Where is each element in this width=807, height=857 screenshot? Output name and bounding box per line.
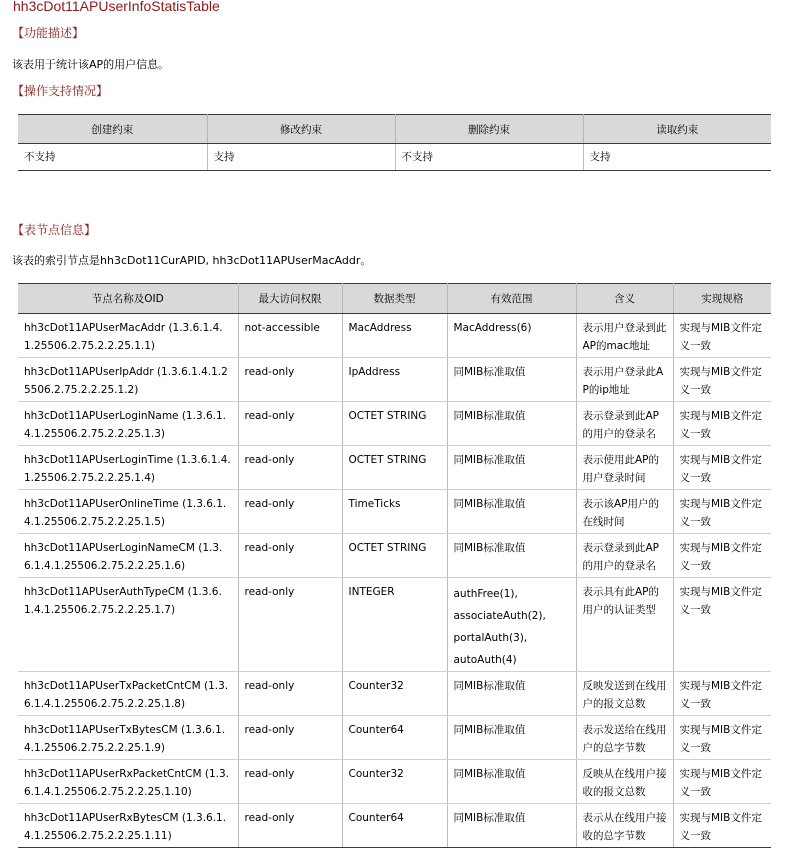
meaning-cell: 表示登录到此AP的用户的登录名 <box>576 402 673 446</box>
header-node-name-oid: 节点名称及OID <box>18 284 238 314</box>
header-meaning: 含义 <box>576 284 673 314</box>
header-create-constraint: 创建约束 <box>18 115 207 144</box>
data-type-cell: OCTET STRING <box>342 534 447 578</box>
valid-range-line: portalAuth(3), <box>453 632 528 644</box>
max-access-cell: not-accessible <box>238 314 342 358</box>
table-row <box>18 446 771 490</box>
header-read-constraint: 读取约束 <box>583 115 771 144</box>
max-access-cell: read-only <box>238 760 342 804</box>
meaning-cell: 反映发送到在线用户的报文总数 <box>576 672 673 716</box>
table-description: 该表用于统计该AP的用户信息。 <box>12 58 170 71</box>
node-name-oid-cell: hh3cDot11APUserIpAddr (1.3.6.1.4.1.25506.2.75.2.2.25.1.2) <box>18 358 238 402</box>
table-row <box>18 534 771 578</box>
max-access-cell: read-only <box>238 804 342 848</box>
table-row <box>18 314 771 358</box>
page-title: hh3cDot11APUserInfoStatisTable <box>13 0 220 14</box>
data-type-cell: TimeTicks <box>342 490 447 534</box>
header-valid-range: 有效范围 <box>447 284 576 314</box>
meaning-cell: 表示用户登录此AP的ip地址 <box>576 358 673 402</box>
table-row <box>18 578 771 672</box>
valid-range-cell: 同MIB标准取值 <box>447 402 576 446</box>
node-name-oid-cell: hh3cDot11APUserLoginNameCM (1.3.6.1.4.1.25506.2.75.2.2.25.1.6) <box>18 534 238 578</box>
header-delete-constraint: 删除约束 <box>395 115 583 144</box>
implementation-spec-cell: 实现与MIB文件定义一致 <box>673 716 771 760</box>
implementation-spec-cell: 实现与MIB文件定义一致 <box>673 534 771 578</box>
table-row <box>18 760 771 804</box>
data-type-cell: OCTET STRING <box>342 446 447 490</box>
node-name-oid-cell: hh3cDot11APUserRxPacketCntCM (1.3.6.1.4.1.25506.2.75.2.2.25.1.10) <box>18 760 238 804</box>
node-name-oid-cell: hh3cDot11APUserAuthTypeCM (1.3.6.1.4.1.25506.2.75.2.2.25.1.7) <box>18 578 238 672</box>
implementation-spec-cell: 实现与MIB文件定义一致 <box>673 402 771 446</box>
data-type-cell: INTEGER <box>342 578 447 672</box>
valid-range-cell: 同MIB标准取值 <box>447 358 576 402</box>
meaning-cell: 表示发送给在线用户的总字节数 <box>576 716 673 760</box>
table-row <box>18 402 771 446</box>
implementation-spec-cell: 实现与MIB文件定义一致 <box>673 490 771 534</box>
valid-range-cell: 同MIB标准取值 <box>447 804 576 848</box>
node-info-table <box>18 283 771 848</box>
valid-range-cell: 同MIB标准取值 <box>447 490 576 534</box>
implementation-spec-cell: 实现与MIB文件定义一致 <box>673 446 771 490</box>
node-name-oid-cell: hh3cDot11APUserTxPacketCntCM (1.3.6.1.4.1.25506.2.75.2.2.25.1.8) <box>18 672 238 716</box>
node-name-oid-cell: hh3cDot11APUserRxBytesCM (1.3.6.1.4.1.25506.2.75.2.2.25.1.11) <box>18 804 238 848</box>
operation-header-row <box>18 115 771 144</box>
max-access-cell: read-only <box>238 490 342 534</box>
delete-constraint-value: 不支持 <box>395 144 583 171</box>
operation-value-row <box>18 144 771 171</box>
valid-range-cell: 同MIB标准取值 <box>447 446 576 490</box>
operation-support-table <box>18 114 771 171</box>
header-max-access: 最大访问权限 <box>238 284 342 314</box>
meaning-cell: 表示该AP用户的在线时间 <box>576 490 673 534</box>
meaning-cell: 表示具有此AP的用户的认证类型 <box>576 578 673 672</box>
valid-range-cell: 同MIB标准取值 <box>447 760 576 804</box>
valid-range-cell: 同MIB标准取值 <box>447 716 576 760</box>
table-row <box>18 490 771 534</box>
meaning-cell: 反映从在线用户接收的报文总数 <box>576 760 673 804</box>
data-type-cell: Counter64 <box>342 716 447 760</box>
table-row <box>18 804 771 848</box>
valid-range-cell <box>447 578 576 672</box>
data-type-cell: IpAddress <box>342 358 447 402</box>
implementation-spec-cell: 实现与MIB文件定义一致 <box>673 804 771 848</box>
implementation-spec-cell: 实现与MIB文件定义一致 <box>673 672 771 716</box>
valid-range-line: authFree(1), <box>453 588 518 600</box>
implementation-spec-cell: 实现与MIB文件定义一致 <box>673 358 771 402</box>
index-node-text: 该表的索引节点是hh3cDot11CurAPID, hh3cDot11APUserMacAddr。 <box>12 254 372 267</box>
data-type-cell: Counter32 <box>342 760 447 804</box>
header-implementation-spec: 实现规格 <box>673 284 771 314</box>
node-name-oid-cell: hh3cDot11APUserLoginName (1.3.6.1.4.1.25506.2.75.2.2.25.1.3) <box>18 402 238 446</box>
data-type-cell: MacAddress <box>342 314 447 358</box>
node-name-oid-cell: hh3cDot11APUserLoginTime (1.3.6.1.4.1.25506.2.75.2.2.25.1.4) <box>18 446 238 490</box>
table-row <box>18 358 771 402</box>
meaning-cell: 表示使用此AP的用户登录时间 <box>576 446 673 490</box>
max-access-cell: read-only <box>238 672 342 716</box>
node-name-oid-cell: hh3cDot11APUserOnlineTime (1.3.6.1.4.1.25506.2.75.2.2.25.1.5) <box>18 490 238 534</box>
node-name-oid-cell: hh3cDot11APUserTxBytesCM (1.3.6.1.4.1.25506.2.75.2.2.25.1.9) <box>18 716 238 760</box>
meaning-cell: 表示登录到此AP的用户的登录名 <box>576 534 673 578</box>
modify-constraint-value: 支持 <box>207 144 395 171</box>
implementation-spec-cell: 实现与MIB文件定义一致 <box>673 314 771 358</box>
valid-range-line: associateAuth(2), <box>453 610 546 622</box>
create-constraint-value: 不支持 <box>18 144 207 171</box>
node-name-oid-cell: hh3cDot11APUserMacAddr (1.3.6.1.4.1.25506.2.75.2.2.25.1.1) <box>18 314 238 358</box>
valid-range-line: autoAuth(4) <box>453 654 517 666</box>
max-access-cell: read-only <box>238 402 342 446</box>
header-data-type: 数据类型 <box>342 284 447 314</box>
node-table-body <box>18 314 771 848</box>
section-operation-support: 【操作支持情况】 <box>12 84 109 98</box>
max-access-cell: read-only <box>238 534 342 578</box>
max-access-cell: read-only <box>238 358 342 402</box>
max-access-cell: read-only <box>238 716 342 760</box>
table-row <box>18 716 771 760</box>
section-node-info: 【表节点信息】 <box>12 223 97 237</box>
valid-range-cell: 同MIB标准取值 <box>447 672 576 716</box>
valid-range-cell: 同MIB标准取值 <box>447 534 576 578</box>
data-type-cell: Counter32 <box>342 672 447 716</box>
node-header-row <box>18 284 771 314</box>
data-type-cell: OCTET STRING <box>342 402 447 446</box>
table-row <box>18 672 771 716</box>
meaning-cell: 表示从在线用户接收的总字节数 <box>576 804 673 848</box>
data-type-cell: Counter64 <box>342 804 447 848</box>
section-function-desc: 【功能描述】 <box>12 26 85 40</box>
valid-range-cell: MacAddress(6) <box>447 314 576 358</box>
implementation-spec-cell: 实现与MIB文件定义一致 <box>673 578 771 672</box>
read-constraint-value: 支持 <box>583 144 771 171</box>
meaning-cell: 表示用户登录到此AP的mac地址 <box>576 314 673 358</box>
implementation-spec-cell: 实现与MIB文件定义一致 <box>673 760 771 804</box>
max-access-cell: read-only <box>238 446 342 490</box>
max-access-cell: read-only <box>238 578 342 672</box>
header-modify-constraint: 修改约束 <box>207 115 395 144</box>
